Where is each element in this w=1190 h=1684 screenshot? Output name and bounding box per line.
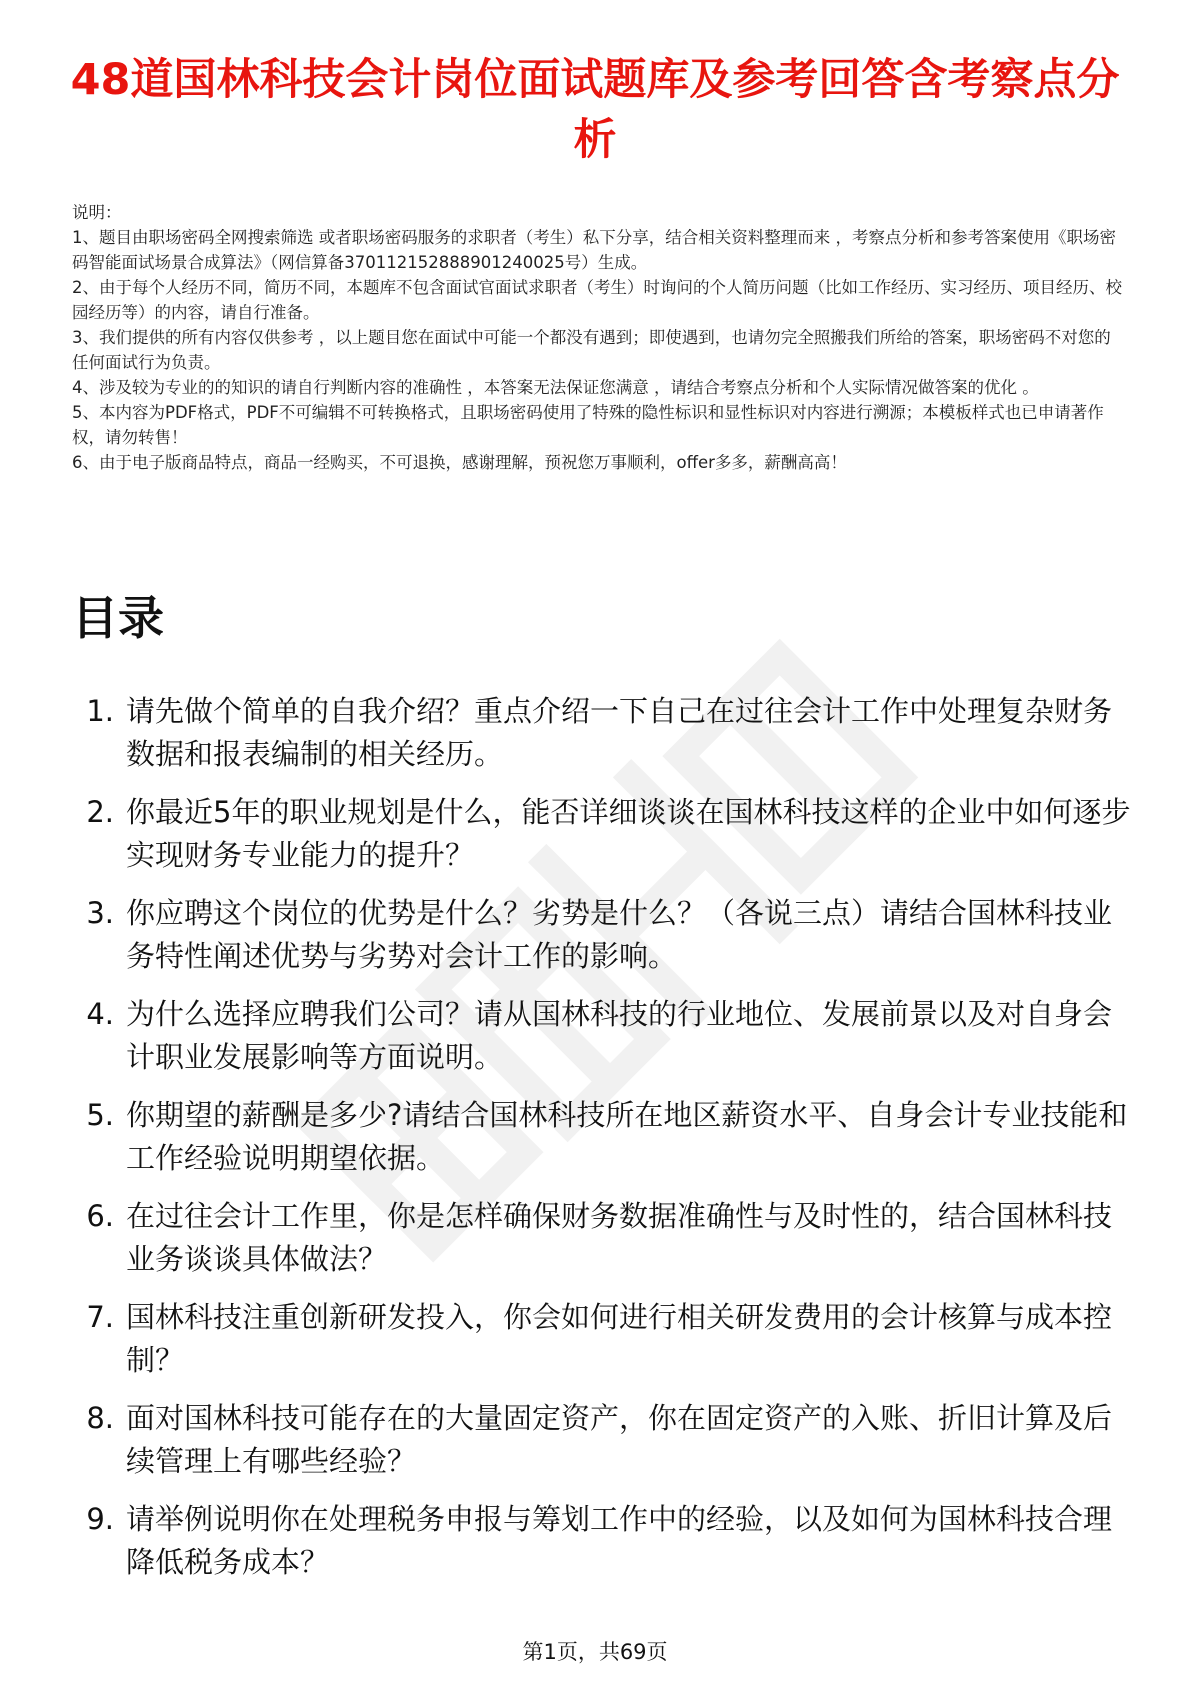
note-item: 6、由于电子版商品特点，商品一经购买，不可退换，感谢理解，预祝您万事顺利，offer多多，薪酬高高！ — [72, 453, 847, 472]
question-number: 5. — [86, 1098, 114, 1132]
note-item: 3、我们提供的所有内容仅供参考 ，以上题目您在面试中可能一个都没有遇到；即使遇到，也请勿完全照搬我们所给的答案，职场密码不对您的任何面试行为负责。 — [72, 328, 1111, 372]
question-text: 国林科技注重创新研发投入，你会如何进行相关研发费用的会计核算与成本控制？ — [126, 1300, 1113, 1377]
toc-heading: 目录 — [72, 591, 164, 645]
notes-heading: 说明： — [72, 203, 122, 222]
question-text: 你应聘这个岗位的优势是什么？劣势是什么？（各说三点）请结合国林科技业务特性阐述优势与劣势对会计工作的影响。 — [126, 896, 1113, 973]
question-number: 8. — [86, 1401, 114, 1435]
question-item[interactable] — [72, 1296, 1132, 1382]
question-item[interactable] — [72, 690, 1132, 776]
question-text: 你期望的薪酬是多少?请结合国林科技所在地区薪资水平、自身会计专业技能和工作经验说明期望依据。 — [126, 1098, 1128, 1175]
question-item[interactable] — [72, 1498, 1132, 1584]
question-number: 4. — [86, 997, 114, 1031]
notes-section — [72, 200, 1122, 475]
question-item[interactable] — [72, 1195, 1132, 1281]
note-item: 4、涉及较为专业的的知识的请自行判断内容的准确性 ，本答案无法保证您满意 ，请结合考察点分析和个人实际情况做答案的优化 。 — [72, 378, 1039, 397]
question-item[interactable] — [72, 1397, 1132, 1483]
question-text: 面对国林科技可能存在的大量固定资产，你在固定资产的入账、折旧计算及后续管理上有哪些经验？ — [126, 1401, 1113, 1478]
question-text: 为什么选择应聘我们公司？请从国林科技的行业地位、发展前景以及对自身会计职业发展影响等方面说明。 — [126, 997, 1113, 1074]
question-list — [72, 690, 1132, 1599]
document-title: 48道国林科技会计岗位面试题库及参考回答含考察点分析 — [70, 55, 1120, 165]
question-text: 请先做个简单的自我介绍？重点介绍一下自己在过往会计工作中处理复杂财务数据和报表编制的相关经历。 — [126, 694, 1113, 771]
question-text: 在过往会计工作里，你是怎样确保财务数据准确性与及时性的，结合国林科技业务谈谈具体做法？ — [126, 1199, 1113, 1276]
question-number: 1. — [86, 694, 114, 728]
note-item: 1、题目由职场密码全网搜索筛选 或者职场密码服务的求职者（考生）私下分享，结合相关资料整理而来 ，考察点分析和参考答案使用《职场密码智能面试场景合成算法》（网信算备370112152888901240025号）生成。 — [72, 228, 1116, 272]
note-item: 2、由于每个人经历不同，简历不同，本题库不包含面试官面试求职者（考生）时询问的个人简历问题（比如工作经历、实习经历、项目经历、校园经历等）的内容，请自行准备。 — [72, 278, 1122, 322]
question-item[interactable] — [72, 791, 1132, 877]
note-item: 5、本内容为PDF格式，PDF不可编辑不可转换格式，且职场密码使用了特殊的隐性标识和显性标识对内容进行溯源；本模板样式也已申请著作权，请勿转售！ — [72, 403, 1104, 447]
question-number: 2. — [86, 795, 114, 829]
page-number: 第1页，共69页 — [522, 1640, 668, 1664]
question-text: 请举例说明你在处理税务申报与筹划工作中的经验，以及如何为国林科技合理降低税务成本？ — [126, 1502, 1113, 1579]
question-item[interactable] — [72, 1094, 1132, 1180]
question-number: 6. — [86, 1199, 114, 1233]
question-text: 你最近5年的职业规划是什么，能否详细谈谈在国林科技这样的企业中如何逐步实现财务专业能力的提升？ — [126, 795, 1131, 872]
question-number: 3. — [86, 896, 114, 930]
question-item[interactable] — [72, 993, 1132, 1079]
question-number: 7. — [86, 1300, 114, 1334]
question-number: 9. — [86, 1502, 114, 1536]
question-item[interactable] — [72, 892, 1132, 978]
